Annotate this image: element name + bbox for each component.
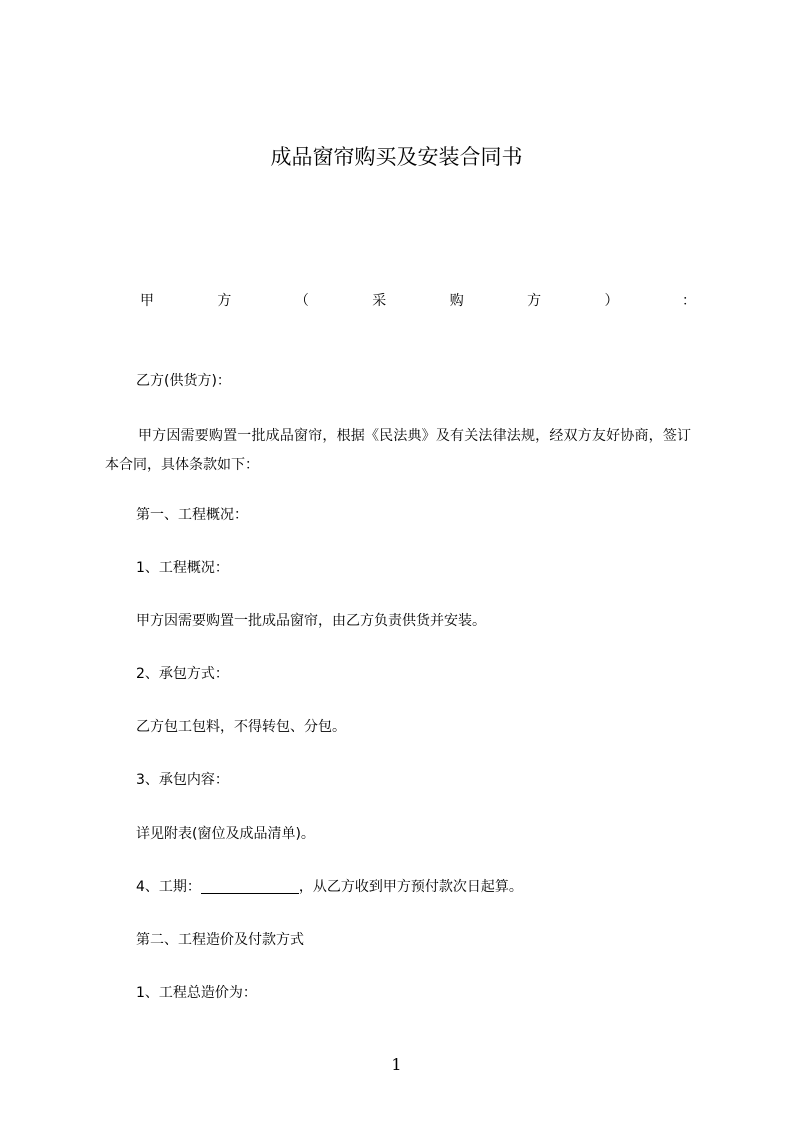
item-3-text: 详见附表(窗位及成品清单)。	[136, 826, 315, 842]
party-a-char: 方	[217, 293, 232, 309]
party-a-char: （	[294, 293, 309, 309]
item-4-prefix: 4、工期：	[136, 879, 201, 895]
page-number: 1	[391, 1055, 402, 1074]
item-2-text: 乙方包工包料，不得转包、分包。	[136, 719, 346, 735]
party-a-char: 采	[372, 293, 387, 309]
party-a-char: 甲	[140, 293, 154, 309]
item-1-text: 甲方因需要购置一批成品窗帘，由乙方负责供货并安装。	[136, 613, 486, 629]
document-title: 成品窗帘购买及安装合同书	[270, 145, 523, 169]
item-2-heading: 2、承包方式：	[136, 666, 229, 682]
duration-blank	[201, 877, 299, 894]
party-a-char: 购	[449, 293, 464, 309]
party-a-label	[140, 290, 696, 312]
item-1-heading: 1、工程概况：	[136, 560, 229, 576]
party-b-label: 乙方(供货方)：	[136, 373, 231, 389]
party-a-char: ：	[681, 293, 696, 309]
intro-paragraph: 甲方因需要购置一批成品窗帘，根据《民法典》及有关法律法规，经双方友好协商，签订本合同，具体条款如下：	[105, 428, 691, 473]
party-a-char: ）	[604, 293, 619, 309]
item-4-suffix: ，从乙方收到甲方预付款次日起算。	[298, 879, 523, 895]
party-a-char: 方	[527, 293, 542, 309]
section-2-item-1: 1、工程总造价为：	[136, 985, 257, 1001]
section-2-heading: 第二、工程造价及付款方式	[136, 932, 304, 948]
item-3-heading: 3、承包内容：	[136, 772, 229, 788]
section-1-heading: 第一、工程概况：	[136, 507, 248, 523]
item-4-line	[136, 876, 523, 898]
